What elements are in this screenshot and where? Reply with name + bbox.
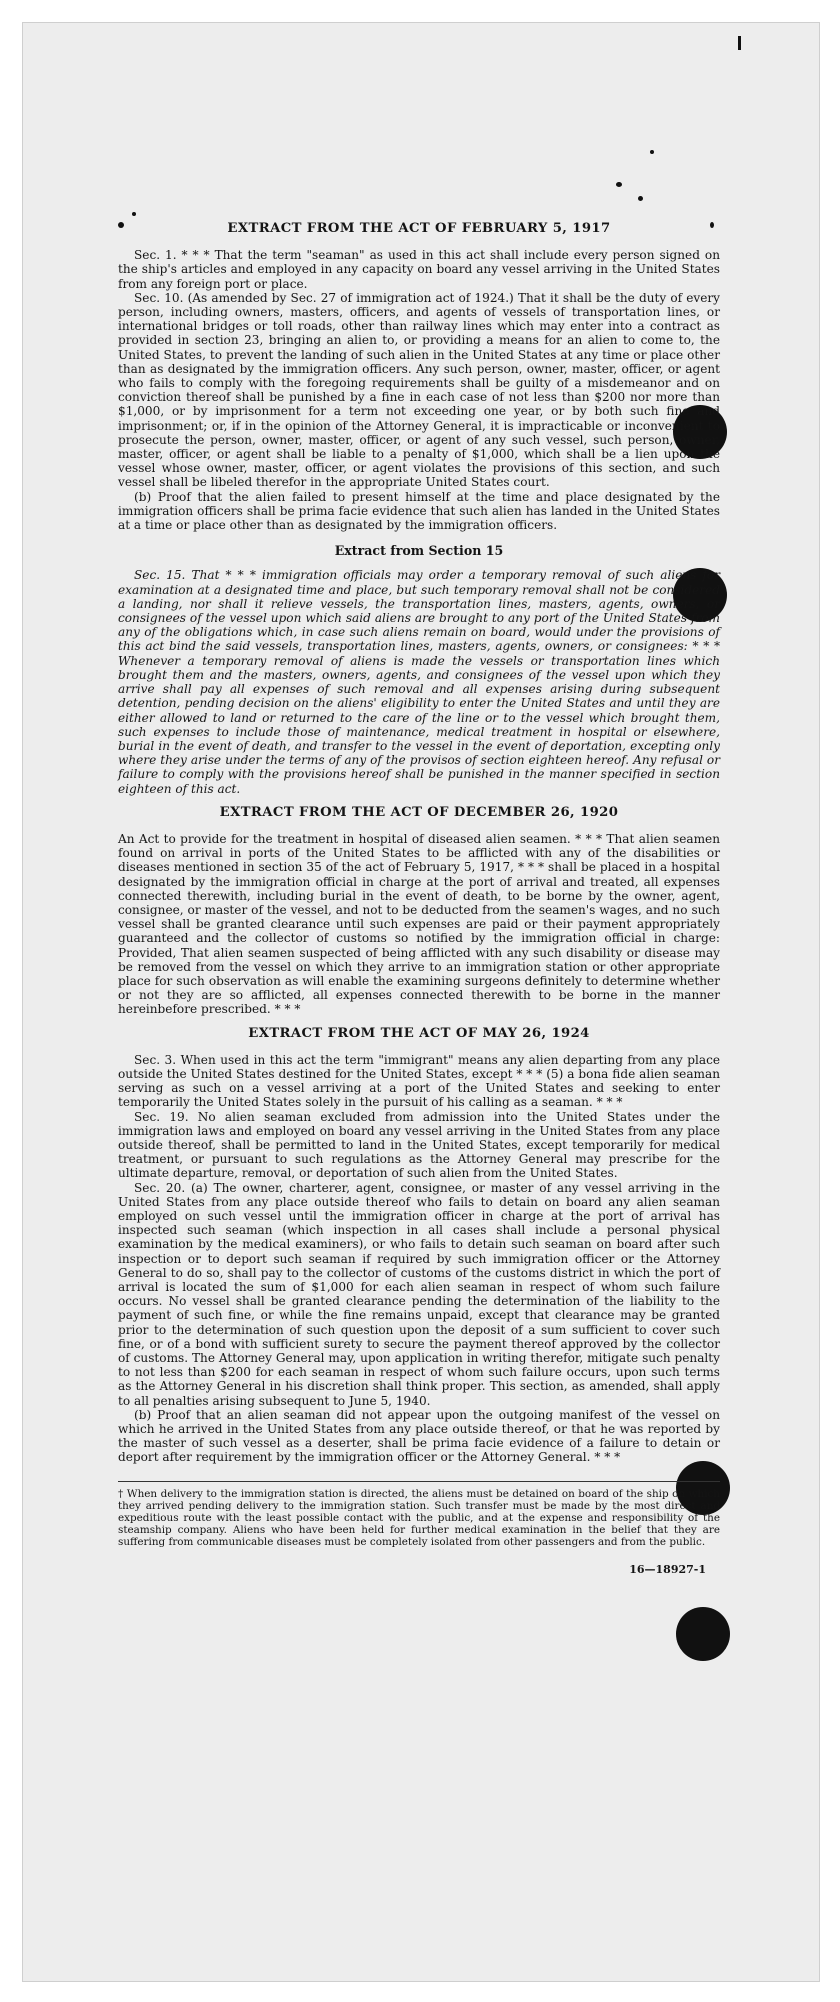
footnote: † When delivery to the immigration station is directed, the aliens must be detained on board of the ship on which they arrived pending delivery to the immigration station. Such transfer must be made by the most direct and expeditious route with the least possible contact with the public, and at the expense and responsibility of the steamship company. Aliens who have been held for further medical examination in the belief that they are suffering from communicable diseases must be completely isolated from other passengers and from the public. (118, 1487, 720, 1549)
section-act-1917 (118, 222, 720, 532)
section-paragraph: An Act to provide for the treatment in hospital of diseased alien seamen. * * * That alien seamen found on arrival in ports of the United States to be afflicted with any of the disabilities or diseases mentioned in section 35 of the act of February 5, 1917, * * * shall be placed in a hospital designated by the immigration official in charge at the port of arrival and treated, all expenses connected therewith, including burial in the event of death, to be borne by the owner, agent, consignee, or master of the vessel, and not to be deducted from the seamen's wages, and no such vessel shall be granted clearance until such expenses are paid or their payment appropriately guaranteed and the collector of customs so notified by the immigration official in charge: Provided, That alien seamen suspected of being afflicted with any such disability or disease may be removed from the vessel on which they arrive to an immigration station or other appropriate place for such observation as will enable the examining surgeons definitely to determine whether or not they are so afflicted, all expenses connected therewith to be borne in the manner hereinbefore prescribed. * * * (118, 831, 720, 1017)
section-paragraph: Sec. 1. * * * That the term "seaman" as used in this act shall include every person signed on the ship's articles and employed in any capacity on board any vessel arriving in the United States from any foreign port or place. (118, 248, 720, 291)
scan-speck (132, 212, 136, 216)
section-paragraph: Sec. 10. (As amended by Sec. 27 of immigration act of 1924.) That it shall be the duty of every person, including owners, masters, officers, and agents of vessels of transportation lines, or international bridges or toll roads, other than railway lines which may enter into a contract as provided in section 23, bringing an alien to, or providing a means for an alien to come to, the United States, to prevent the landing of such alien in the United States at any time or place other than as designated by the immigration officers. Any such person, owner, master, officer, or agent who fails to comply with the foregoing requirements shall be guilty of a misdemeanor and on conviction thereof shall be punished by a fine in each case of not less than $200 nor more than $1,000, or by imprisonment for a term not exceeding one year, or by both such fine and imprisonment; or, if in the opinion of the Attorney General, it is impracticable or inconvenient to prosecute the person, owner, master, officer, or agent of any such vessel, such person, owner, master, officer, or agent shall be liable to a penalty of $1,000, which shall be a lien upon the vessel whose owner, master, officer, or agent violates the provisions of this section, and such vessel shall be libeled therefor in the appropriate United States court. (118, 290, 720, 490)
section-heading: EXTRACT FROM THE ACT OF MAY 26, 1924 (248, 1025, 590, 1041)
section-heading: Extract from Section 15 (334, 543, 504, 559)
section-paragraph: Sec. 20. (a) The owner, charterer, agent, consignee, or master of any vessel arriving in the United States from any place outside thereof who fails to detain on board any alien seaman employed on such vessel until the immigration officer in charge at the port of arrival has inspected such seaman (which inspection in all cases shall include a personal physical examination by the medical examiners), or who fails to detain such seaman on board after such inspection or to deport such seaman if required by such immigration officer or the Attorney General to do so, shall pay to the collector of customs of the customs district in which the port of arrival is located the sum of $1,000 for each alien seaman in respect of whom such failure occurs. No vessel shall be granted clearance pending the determination of the liability to the payment of such fine, or while the fine remains unpaid, except that clearance may be granted prior to the determination of such question upon the deposit of a sum sufficient to cover such fine, or of a bond with sufficient surety to secure the payment thereof approved by the collector of customs. The Attorney General may, upon application in writing therefor, mitigate such penalty to not less than $200 for each seaman in respect of whom such failure occurs, upon such terms as the Attorney General in his discretion shall think proper. This section, as amended, shall apply to all penalties arising subsequent to June 5, 1940. (118, 1180, 720, 1408)
scan-speck (650, 150, 654, 154)
section-act-1924 (118, 1027, 720, 1465)
scan-edge-mark (738, 36, 741, 50)
section-paragraph: (b) Proof that the alien failed to present himself at the time and place designated by the immigration officers shall be prima facie evidence that such alien has landed in the United States at a time or place other than as designated by the immigration officers. (118, 489, 720, 533)
document-body (118, 222, 720, 1577)
section-heading: EXTRACT FROM THE ACT OF FEBRUARY 5, 1917 (227, 221, 611, 236)
scan-speck (638, 196, 643, 201)
section-extract-15 (118, 544, 720, 795)
section-heading: EXTRACT FROM THE ACT OF DECEMBER 26, 1920 (219, 804, 619, 820)
scan-speck (616, 182, 622, 187)
document-number: 16—18927-1 (629, 1562, 706, 1576)
section-paragraph: Sec. 3. When used in this act the term "immigrant" means any alien departing from any place outside the United States destined for the United States, except * * * (5) a bona fide alien seaman serving as such on a vessel arriving at a port of the United States and seeking to enter temporarily the United States solely in the pursuit of his calling as a seaman. * * * (118, 1052, 720, 1110)
section-paragraph: (b) Proof that an alien seaman did not appear upon the outgoing manifest of the vessel on which he arrived in the United States from any place outside thereof, or that he was reported by the master of such vessel as a deserter, shall be prima facie evidence of a failure to detain or deport after requirement by the immigration officer or the Attorney General. * * * (118, 1407, 720, 1465)
footnote-divider (118, 1481, 720, 1482)
section-paragraph: Sec. 19. No alien seaman excluded from admission into the United States under the immigration laws and employed on board any vessel arriving in the United States from any place outside thereof, shall be permitted to land in the United States, except temporarily for medical treatment, or pursuant to such regulations as the Attorney General may prescribe for the ultimate departure, removal, or deportation of such alien from the United States. (118, 1109, 720, 1181)
punch-hole (676, 1607, 730, 1661)
section-act-1920 (118, 806, 720, 1017)
section-paragraph: Sec. 15. That * * * immigration officials may order a temporary removal of such aliens for examination at a designated time and place, but such temporary removal shall not be considered a landing, nor shall it relieve vessels, the transportation lines, masters, agents, owners, or consignees of the vessel upon which said aliens are brought to any port of the United States from any of the obligations which, in case such aliens remain on board, would under the provisions of this act bind the said vessels, transportation lines, masters, agents, owners, or consignees: * * * Whenever a temporary removal of aliens is made the vessels or transportation lines which brought them and the masters, owners, agents, and consignees of the vessel upon which they arrive shall pay all expenses of such removal and all expenses arising during subsequent detention, pending decision on the aliens' eligibility to enter the United States and until they are either allowed to land or returned to the care of the line or to the vessel which brought them, such expenses to include those of maintenance, medical treatment in hospital or elsewhere, burial in the event of death, and transfer to the vessel in the event of deportation, excepting only where they arise under the terms of any of the provisos of section eighteen hereof. Any refusal or failure to comply with the provisions hereof shall be punished in the manner specified in section eighteen of this act. (118, 568, 720, 796)
